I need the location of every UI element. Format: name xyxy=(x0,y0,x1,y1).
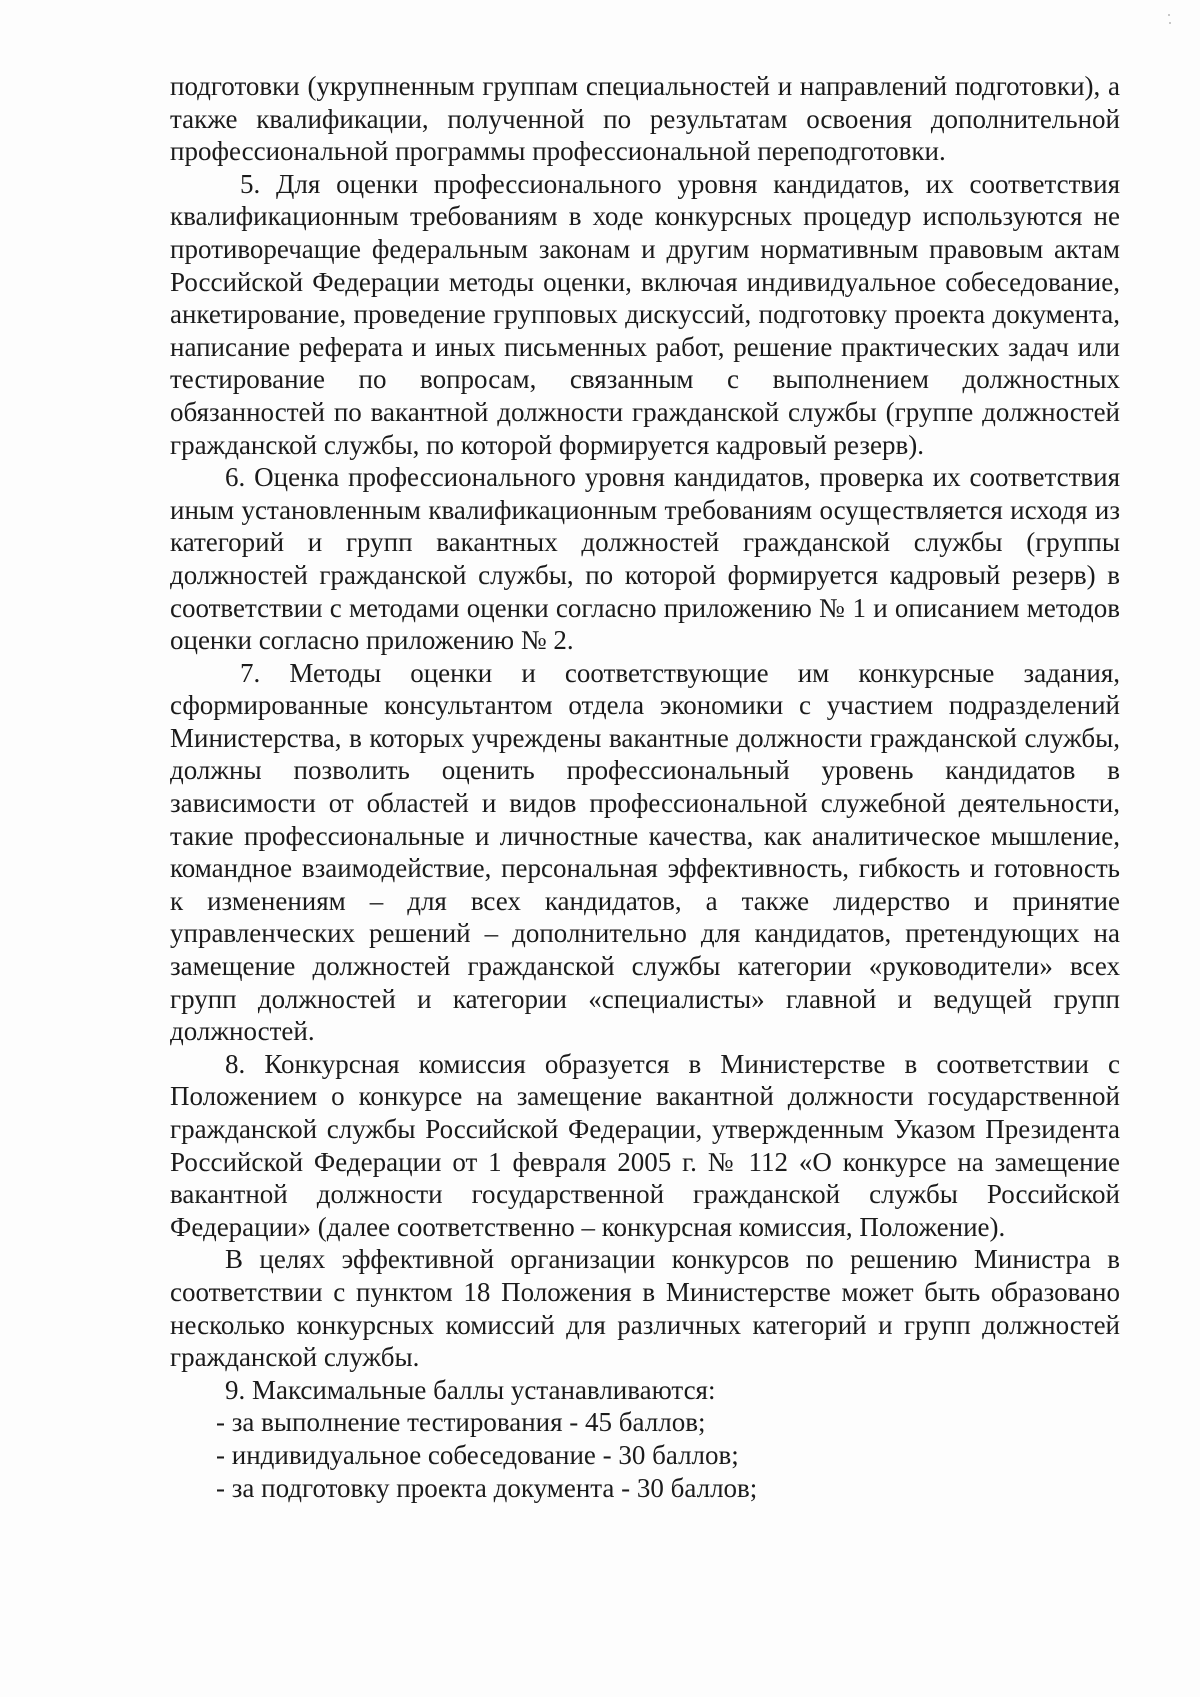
paragraph-item-7: 7. Методы оценки и соответствующие им конкурсные задания, сформированные консультантом отдела экономики с участием подразделений Министерства, в которых учреждены вакантные должности гражданской службы, должны позволить оценить профессиональный уровень кандидатов в зависимости от областей и видов профессиональной служебной деятельности, такие профессиональные и личностные качества, как аналитическое мышление, командное взаимодействие, персональная эффективность, гибкость и готовность к изменениям – для всех кандидатов, а также лидерство и принятие управленческих решений – дополнительно для кандидатов, претендующих на замещение должностей гражданской службы категории «руководители» всех групп должностей и категории «специалисты» главной и ведущей групп должностей. xyxy=(170,657,1120,1047)
paragraph-item-9: 9. Максимальные баллы устанавливаются: xyxy=(225,1374,716,1405)
scan-speck xyxy=(1169,22,1171,24)
paragraph-commissions: В целях эффективной организации конкурсов по решению Министра в соответствии с пунктом 18 Положения в Министерстве может быть образовано несколько конкурсных комиссий для различных категорий и групп должностей гражданской службы. xyxy=(170,1244,1120,1373)
paragraph-item-5: 5. Для оценки профессионального уровня кандидатов, их соответствия квалификационным требованиям в ходе конкурсных процедур используются не противоречащие федеральным законам и другим нормативным правовым актам Российской Федерации методы оценки, включая индивидуальное собеседование, анкетирование, проведение групповых дискуссий, подготовку проекта документа, написание реферата и иных письменных работ, решение практических задач или тестирование по вопросам, связанным с выполнением должностных обязанностей по вакантной должности гражданской службы (группе должностей гражданской службы, по которой формируется кадровый резерв). xyxy=(170,168,1120,460)
paragraph-item-8: 8. Конкурсная комиссия образуется в Министерстве в соответствии с Положением о конкурсе на замещение вакантной должности государственной гражданской службы Российской Федерации, утвержденным Указом Президента Российской Федерации от 1 февраля 2005 г. № 112 «О конкурсе на замещение вакантной должности государственной гражданской службы Российской Федерации» (далее соответственно – конкурсная комиссия, Положение). xyxy=(170,1048,1120,1242)
scan-speck xyxy=(1168,14,1170,16)
list-item-testing: - за выполнение тестирования - 45 баллов; xyxy=(216,1407,706,1438)
document-body xyxy=(170,70,1120,1504)
list-item-draft-document: - за подготовку проекта документа - 30 баллов; xyxy=(216,1472,758,1503)
paragraph-item-6: 6. Оценка профессионального уровня кандидатов, проверка их соответствия иным установленным квалификационным требованиям осуществляется исходя из категорий и групп вакантных должностей гражданской службы (группы должностей гражданской службы, по которой формируется кадровый резерв) в соответствии с методами оценки согласно приложению № 1 и описанием методов оценки согласно приложению № 2. xyxy=(170,462,1120,656)
paragraph-qualification-continuation: подготовки (укрупненным группам специальностей и направлений подготовки), а также квалификации, полученной по результатам освоения дополнительной профессиональной программы профессиональной переподготовки. xyxy=(170,71,1120,167)
list-item-interview: - индивидуальное собеседование - 30 баллов; xyxy=(216,1439,739,1470)
